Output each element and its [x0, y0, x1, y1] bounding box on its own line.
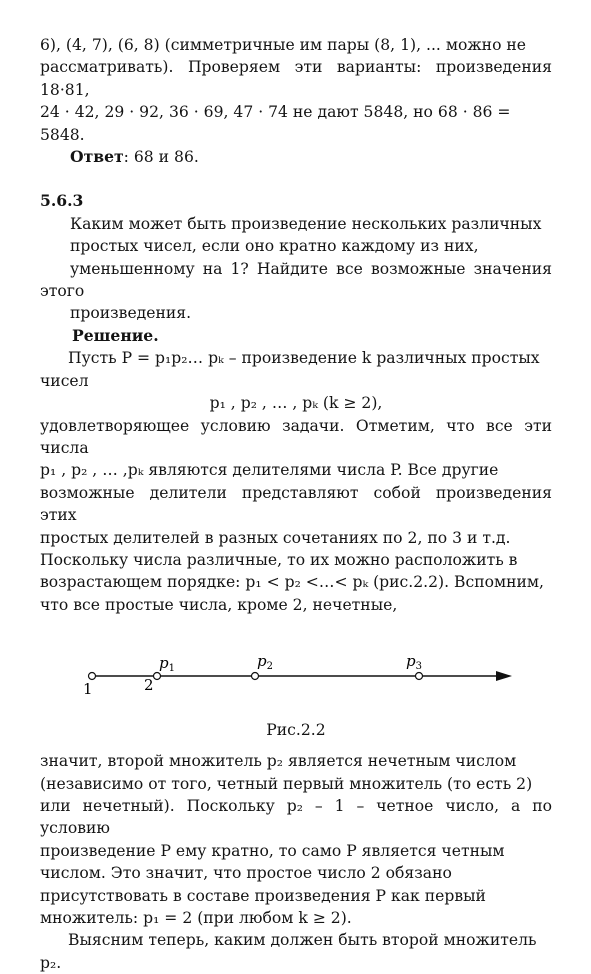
text-line: произведения. [70, 304, 192, 323]
point-p1 [154, 673, 161, 680]
text-line: чисел [40, 371, 89, 390]
point-p3 [416, 673, 423, 680]
text-line: произведение P ему кратно, то само P является четным [40, 841, 505, 860]
solution-label: Решение. [72, 325, 159, 345]
figure-caption: Рис.2.2 [266, 720, 326, 739]
label-p2: $p_2$ [257, 652, 273, 673]
arrow-head [496, 671, 512, 681]
formula: p₁ , p₂ , … , pₖ (k ≥ 2), [209, 394, 383, 413]
text-line: возрастающем порядке: p₁ < p₂ <…< pₖ (рис.2.2). Вспомним, [40, 573, 545, 592]
point-1 [89, 673, 96, 680]
text-line: простых чисел, если оно кратно каждому из них, [70, 237, 479, 256]
text-line: или нечетный). Поскольку p₂ – 1 – четное число, а по условию [40, 796, 552, 838]
text-line: рассматривать). Проверяем эти варианты: произведения 18·81, [40, 58, 552, 99]
text-line: присутствовать в составе произведения P как первый [40, 886, 486, 905]
continuation-text [40, 750, 552, 974]
text-line: Выясним теперь, каким должен быть второй множитель p₂. [40, 931, 537, 972]
text-line: Поскольку числа различные, то их можно расположить в [40, 550, 518, 569]
number-line-diagram [40, 642, 552, 712]
text-line: 24 · 42, 29 · 92, 36 · 69, 47 · 74 не дают 5848, но 68 · 86 = 5848. [40, 103, 511, 144]
answer-line [40, 146, 552, 168]
label-p1: $p_1$ [159, 654, 175, 675]
text-line: Каким может быть произведение нескольких различных [70, 214, 542, 233]
text-line: числом. Это значит, что простое число 2 обязано [40, 864, 452, 883]
text-line: Пусть P = p₁p₂… pₖ – произведение k различных простых [68, 349, 540, 368]
solution-text [40, 347, 552, 392]
label-2: 2 [144, 676, 154, 695]
label-1: 1 [83, 680, 93, 699]
section-number: 5.6.3 [40, 191, 84, 211]
problem-statement [40, 213, 552, 325]
figure-number-line [40, 642, 552, 739]
solution-text-2 [40, 415, 552, 617]
text-line: возможные делители представляют собой произведения этих [40, 483, 552, 525]
point-p2 [252, 673, 259, 680]
answer-label: Ответ [70, 147, 124, 167]
answer-text: : 68 и 86. [123, 148, 199, 167]
label-p3: $p_3$ [406, 652, 422, 673]
text-block-1 [40, 34, 552, 146]
text-line: удовлетворяющее условию задачи. Отметим, что все эти числа [40, 416, 552, 457]
text-line: значит, второй множитель p₂ является нечетным числом [40, 752, 517, 771]
text-line: p₁ , p₂ , … ,pₖ являются делителями числа P. Все другие [40, 461, 499, 480]
text-line: что все простые числа, кроме 2, нечетные, [40, 595, 398, 614]
text-line: (независимо от того, четный первый множитель (то есть 2) [40, 774, 533, 793]
text-line: множитель: p₁ = 2 (при любом k ≥ 2). [40, 909, 352, 927]
page-content [40, 34, 552, 974]
text-line: уменьшенному на 1? Найдите все возможные значения этого [40, 259, 552, 301]
text-line: простых делителей в разных сочетаниях по 2, по 3 и т.д. [40, 528, 511, 547]
text-line: 6), (4, 7), (6, 8) (симметричные им пары (8, 1), ... можно не [40, 36, 527, 54]
